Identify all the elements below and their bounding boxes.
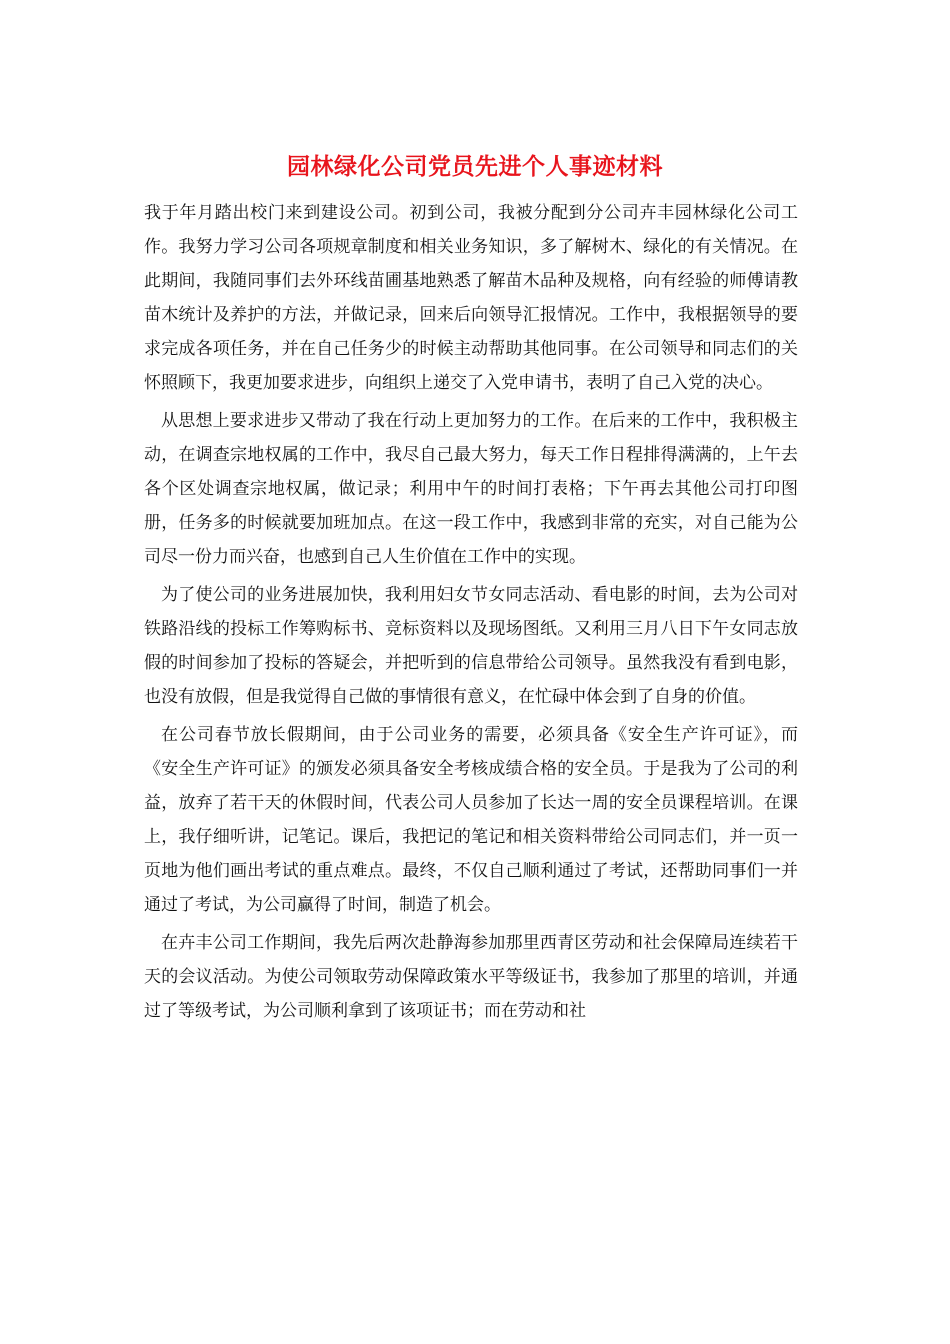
paragraph-1: 我于年月踏出校门来到建设公司。初到公司，我被分配到分公司卉丰园林绿化公司工作。我努力学习公司各项规章制度和相关业务知识，多了解树木、绿化的有关情况。在此期间，我随同事们去外环线苗圃基地熟悉了解苗木品种及规格，向有经验的师傅请教苗木统计及养护的方法，并做记录，回来后向领导汇报情况。工作中，我根据领导的要求完成各项任务，并在自己任务少的时候主动帮助其他同事。在公司领导和同志们的关怀照顾下，我更加要求进步，向组织上递交了入党申请书，表明了自己入党的决心。 — [144, 203, 798, 393]
paragraph-5: 在卉丰公司工作期间，我先后两次赴静海参加那里西青区劳动和社会保障局连续若干天的会议活动。为使公司领取劳动保障政策水平等级证书，我参加了那里的培训，并通过了等级考试，为公司顺利拿到了该项证书；而在劳动和社 — [144, 933, 798, 1021]
paragraph-3: 为了使公司的业务进展加快，我利用妇女节女同志活动、看电影的时间，去为公司对铁路沿线的投标工作筹购标书、竞标资料以及现场图纸。又利用三月八日下午女同志放假的时间参加了投标的答疑会，并把听到的信息带给公司领导。虽然我没有看到电影，也没有放假，但是我觉得自己做的事情很有意义，在忙碌中体会到了自身的价值。 — [144, 585, 798, 707]
paragraph-4: 在公司春节放长假期间，由于公司业务的需要，必须具备《安全生产许可证》，而《安全生产许可证》的颁发必须具备安全考核成绩合格的安全员。于是我为了公司的利益，放弃了若干天的休假时间，代表公司人员参加了长达一周的安全员课程培训。在课上，我仔细听讲，记笔记。课后，我把记的笔记和相关资料带给公司同志们，并一页一页地为他们画出考试的重点难点。最终，不仅自己顺利通过了考试，还帮助同事们一并通过了考试，为公司赢得了时间，制造了机会。 — [144, 725, 798, 915]
paragraph-2: 从思想上要求进步又带动了我在行动上更加努力的工作。在后来的工作中，我积极主动，在调查宗地权属的工作中，我尽自己最大努力，每天工作日程排得满满的，上午去各个区处调查宗地权属，做记录；利用中午的时间打表格；下午再去其他公司打印图册，任务多的时候就要加班加点。在这一段工作中，我感到非常的充实，对自己能为公司尽一份力而兴奋，也感到自己人生价值在工作中的实现。 — [144, 411, 798, 567]
document-body — [144, 196, 798, 1032]
document-title: 园林绿化公司党员先进个人事迹材料 — [287, 153, 663, 180]
